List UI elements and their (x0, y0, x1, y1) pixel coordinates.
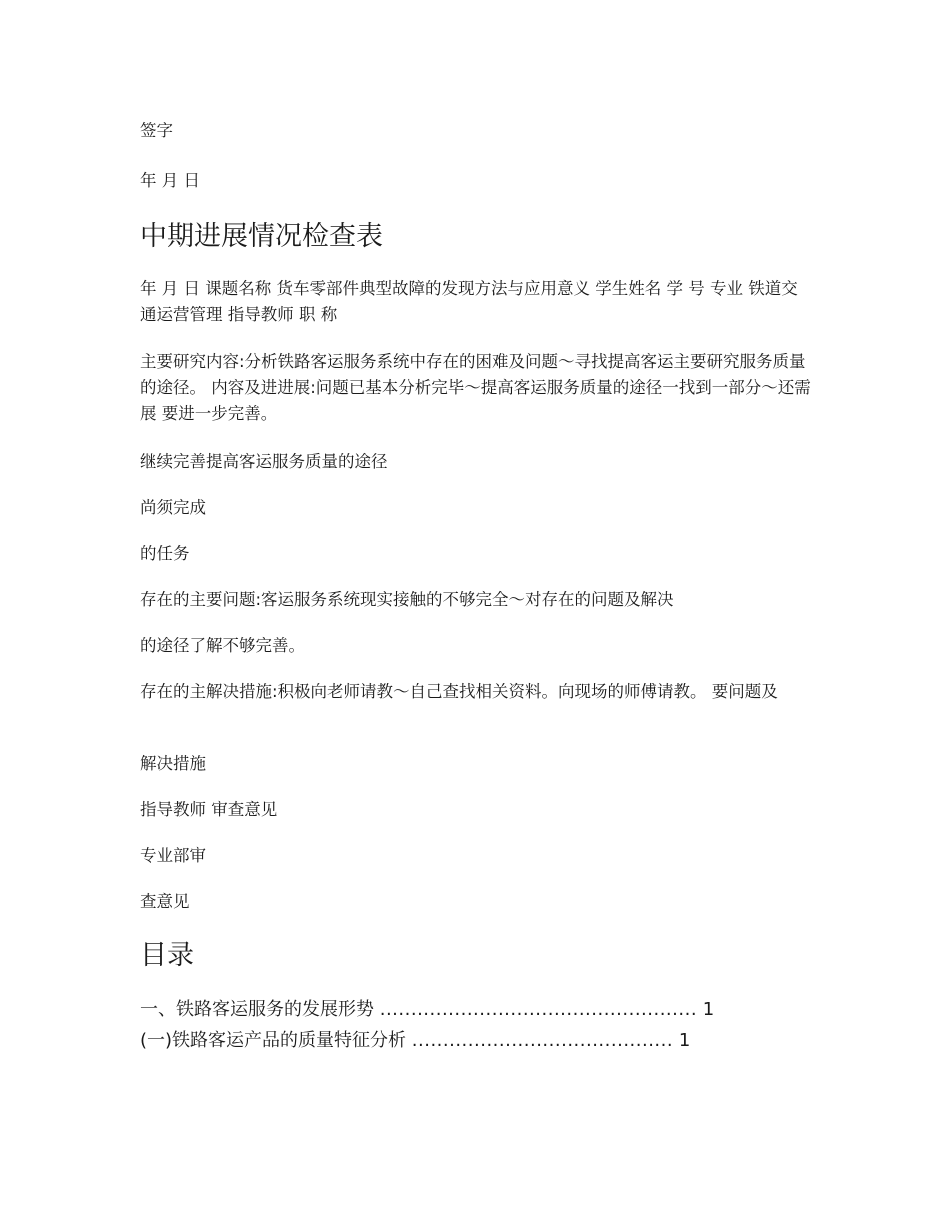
pending-label-2: 的任务 (140, 544, 190, 563)
problems-line-2: 的途径了解不够完善。 (140, 636, 305, 655)
toc-entry-page: 1 (702, 999, 715, 1020)
toc-entry-leader: .......................................... (411, 1030, 674, 1051)
toc-entry-label: (一)铁路客运产品的质量特征分析 (140, 1030, 407, 1051)
date-line: 年 月 日 (140, 171, 200, 190)
measures-label: 解决措施 (140, 754, 206, 773)
section-heading-midterm: 中期进展情况检查表 (140, 221, 383, 252)
signature-label: 签字 (140, 121, 173, 140)
research-paragraph: 主要研究内容:分析铁路客运服务系统中存在的困难及问题～寻找提高客运主要研究服务质量的途径。 内容及进进展:问题已基本分析完毕～提高客运服务质量的途径一找到一部分～还需展 要进一步完善。 (140, 352, 811, 423)
info-paragraph: 年 月 日 课题名称 货车零部件典型故障的发现方法与应用意义 学生姓名 学 号 专业 铁道交通运营管理 指导教师 职 称 (140, 279, 798, 324)
toc-entry[interactable] (140, 996, 714, 1024)
measures-paragraph: 存在的主解决措施:积极向老师请教～自己查找相关资料。向现场的师傅请教。 要问题及 (140, 682, 778, 701)
toc-entry-page: 1 (678, 1030, 691, 1051)
toc-heading: 目录 (140, 940, 194, 971)
continue-line: 继续完善提高客运服务质量的途径 (140, 452, 388, 471)
problems-line-1: 存在的主要问题:客运服务系统现实接触的不够完全～对存在的问题及解决 (140, 590, 674, 609)
pending-label-1: 尚须完成 (140, 498, 206, 517)
advisor-review-label: 指导教师 审查意见 (140, 800, 278, 819)
toc-entry-leader: ................................................... (379, 999, 698, 1020)
toc-entry[interactable] (140, 1027, 690, 1055)
department-review-label-1: 专业部审 (140, 846, 206, 865)
department-review-label-2: 查意见 (140, 892, 190, 911)
toc-entry-label: 一、铁路客运服务的发展形势 (140, 999, 374, 1020)
